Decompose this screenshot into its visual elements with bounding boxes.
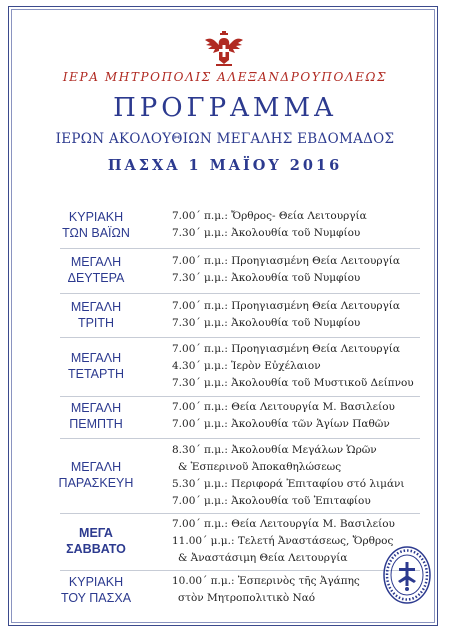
service-item: 10.00΄ π.μ.: Ἑσπερινὸς τῆς Ἀγάπης	[172, 575, 360, 587]
day-line2: ΤΕΤΑΡΤΗ	[67, 367, 125, 381]
service-item: 7.00΄ μ.μ.: Ἀκολουθία τοῦ Ἐπιταφίου	[172, 495, 371, 507]
separator	[60, 337, 420, 338]
service-item: 8.30΄ π.μ.: Ἀκολουθία Μεγάλων Ὡρῶν	[172, 444, 377, 456]
separator	[60, 396, 420, 397]
day-name	[30, 299, 162, 331]
round-seal-icon	[382, 545, 432, 605]
service-item: 7.00΄ π.μ.: Προηγιασμένη Θεία Λειτουργία	[172, 300, 401, 312]
day-line2: ΤΡΙΤΗ	[77, 316, 115, 330]
page-title: ΠΡΟΓΡΑΜΜΑ	[113, 93, 337, 123]
service-item: 7.00΄ π.μ.: Θεία Λειτουργία Μ. Βασιλείου	[172, 401, 395, 413]
day-name	[30, 525, 162, 557]
day-name	[30, 209, 162, 241]
day-name	[30, 254, 162, 286]
day-name	[30, 400, 162, 432]
service-item: 7.00΄ π.μ.: Προηγιασμένη Θεία Λειτουργία	[172, 343, 401, 355]
service-item: 4.30΄ μ.μ.: Ἱερὸν Εὐχέλαιον	[172, 360, 321, 372]
day-name	[30, 459, 162, 491]
day-line2: ΤΟΥ ΠΑΣΧΑ	[60, 591, 132, 605]
separator	[60, 513, 420, 514]
day-line1: ΜΕΓΑΛΗ	[70, 401, 122, 415]
separator	[60, 570, 420, 571]
service-list	[172, 253, 422, 287]
service-item: & Ἑσπερινοῦ Ἀποκαθηλώσεως	[178, 461, 342, 473]
day-line2: ΠΕΜΠΤΗ	[69, 417, 123, 431]
service-list	[172, 298, 422, 332]
service-list	[172, 341, 422, 392]
service-item: & Ἀναστάσιμη Θεία Λειτουργία	[178, 552, 348, 564]
service-item: 7.00΄ π.μ.: Θεία Λειτουργία Μ. Βασιλείου	[172, 518, 395, 530]
day-line1: ΜΕΓΑΛΗ	[70, 460, 122, 474]
service-item: 7.00΄ μ.μ.: Ἀκολουθία τῶν Ἁγίων Παθῶν	[172, 418, 390, 430]
day-line2: ΤΩΝ ΒΑΪΩΝ	[62, 226, 130, 240]
day-line2: ΔΕΥΤΕΡΑ	[67, 271, 125, 285]
page-subtitle: ΙΕΡΩΝ ΑΚΟΛΟΥΘΙΩΝ ΜΕΓΑΛΗΣ ΕΒΔΟΜΑΔΟΣ	[55, 131, 395, 147]
service-item: 11.00΄ μ.μ.: Τελετή Ἀναστάσεως, Ὄρθρος	[172, 535, 394, 547]
day-line1: ΜΕΓΑ	[79, 526, 113, 540]
service-list	[172, 208, 422, 242]
day-line1: ΜΕΓΑΛΗ	[70, 300, 122, 314]
service-item: στὸν Μητροπολιτικὸ Ναό	[178, 592, 316, 604]
service-item: 5.30΄ μ.μ.: Περιφορά Ἐπιταφίου στό λιμάνι	[172, 478, 405, 490]
service-list	[172, 442, 422, 510]
day-line1: ΚΥΡΙΑΚΗ	[68, 210, 124, 224]
day-line2: ΣΑΒΒΑΤΟ	[66, 542, 126, 556]
separator	[60, 293, 420, 294]
service-item: 7.30΄ μ.μ.: Ἀκολουθία τοῦ Μυστικοῦ Δείπνου	[172, 377, 414, 389]
day-line1: ΚΥΡΙΑΚΗ	[68, 575, 124, 589]
day-line1: ΜΕΓΑΛΗ	[70, 255, 122, 269]
service-item: 7.30΄ μ.μ.: Ἀκολουθία τοῦ Νυμφίου	[172, 227, 361, 239]
double-headed-eagle-icon	[202, 30, 246, 68]
service-item: 7.00΄ π.μ.: Προηγιασμένη Θεία Λειτουργία	[172, 255, 401, 267]
service-item: 7.00΄ π.μ.: Ὄρθρος- Θεία Λειτουργία	[172, 210, 367, 222]
separator	[60, 438, 420, 439]
day-name	[30, 350, 162, 382]
day-name	[30, 574, 162, 606]
pascha-date: ΠΑΣΧΑ 1 ΜΑΪΟΥ 2016	[107, 157, 343, 174]
service-list	[172, 399, 422, 433]
day-line2: ΠΑΡΑΣΚΕΥΗ	[58, 476, 134, 490]
day-line1: ΜΕΓΑΛΗ	[70, 351, 122, 365]
service-item: 7.30΄ μ.μ.: Ἀκολουθία τοῦ Νυμφίου	[172, 317, 361, 329]
service-item: 7.30΄ μ.μ.: Ἀκολουθία τοῦ Νυμφίου	[172, 272, 361, 284]
separator	[60, 248, 420, 249]
metropolis-name: ΙΕΡΑ ΜΗΤΡΟΠΟΛΙΣ ΑΛΕΞΑΝΔΡΟΥΠΟΛΕΩΣ	[62, 70, 388, 84]
